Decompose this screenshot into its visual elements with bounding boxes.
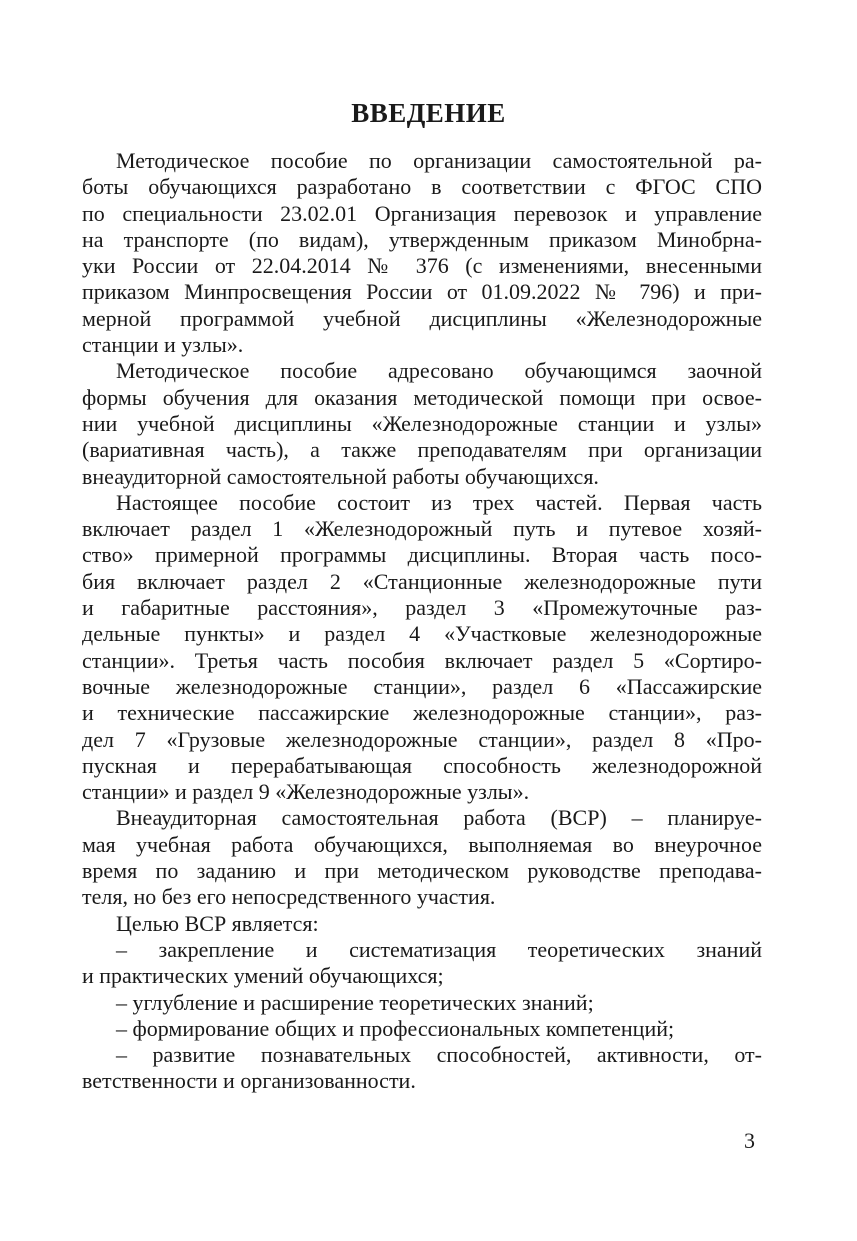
text-line: включает раздел 1 «Железнодорожный путь и путевое хозяй- <box>82 516 762 542</box>
text-line: Целью ВСР является: <box>116 910 319 936</box>
text-line: время по заданию и при методическом руководстве преподава- <box>82 858 762 884</box>
text-line: ветственности и организованности. <box>82 1068 416 1094</box>
text-line: – закрепление и систематизация теоретических знаний <box>116 936 762 962</box>
paragraph <box>82 1042 762 1095</box>
text-line: дел 7 «Грузовые железнодорожные станции», раздел 8 «Про- <box>82 726 762 752</box>
paragraph <box>82 358 762 489</box>
text-line: внеаудиторной самостоятельной работы обучающихся. <box>82 463 599 489</box>
text-line: уки России от 22.04.2014 № 376 (с изменениями, внесенными <box>82 253 762 279</box>
text-line: бия включает раздел 2 «Станционные железнодорожные пути <box>82 568 762 594</box>
text-line: формы обучения для оказания методической помощи при освое- <box>82 384 762 410</box>
text-line: ство» примерной программы дисциплины. Вторая часть посо- <box>82 542 762 568</box>
text-line: Настоящее пособие состоит из трех частей. Первая часть <box>116 489 762 515</box>
text-line: (вариативная часть), а также преподавателям при организации <box>82 437 762 463</box>
text-line: мая учебная работа обучающихся, выполняемая во внеурочное <box>82 831 762 857</box>
paragraph <box>82 937 762 990</box>
document-body <box>82 148 762 1095</box>
text-line: и практических умений обучающихся; <box>82 963 444 989</box>
paragraph <box>82 1016 762 1042</box>
text-line: боты обучающихся разработано в соответствии с ФГОС СПО <box>82 174 762 200</box>
text-line: Внеаудиторная самостоятельная работа (ВСР) – планируе- <box>116 805 762 831</box>
text-line: станции и узлы». <box>82 332 244 358</box>
text-line: вочные железнодорожные станции», раздел 6 «Пассажирские <box>82 673 762 699</box>
text-line: и технические пассажирские железнодорожные станции», раз- <box>82 700 762 726</box>
text-line: нии учебной дисциплины «Железнодорожные станции и узлы» <box>82 410 762 436</box>
paragraph <box>82 911 762 937</box>
paragraph <box>82 148 762 358</box>
paragraph <box>82 805 762 910</box>
text-line: теля, но без его непосредственного участия. <box>82 884 496 910</box>
paragraph <box>82 990 762 1016</box>
paragraph <box>82 490 762 806</box>
text-line: приказом Минпросвещения России от 01.09.2022 № 796) и при- <box>82 279 762 305</box>
text-line: – углубление и расширение теоретических знаний; <box>116 989 594 1015</box>
text-line: – развитие познавательных способностей, активности, от- <box>116 1042 762 1068</box>
text-line: дельные пункты» и раздел 4 «Участковые железнодорожные <box>82 621 762 647</box>
text-line: Методическое пособие адресовано обучающимся заочной <box>116 358 762 384</box>
page-number: 3 <box>744 1128 755 1153</box>
text-line: и габаритные расстояния», раздел 3 «Промежуточные раз- <box>82 595 762 621</box>
text-line: Методическое пособие по организации самостоятельной ра- <box>116 148 762 173</box>
text-line: пускная и перерабатывающая способность железнодорожной <box>82 752 762 778</box>
text-line: станции». Третья часть пособия включает раздел 5 «Сортиро- <box>82 647 762 673</box>
text-line: – формирование общих и профессиональных компетенций; <box>116 1015 675 1041</box>
text-line: на транспорте (по видам), утвержденным приказом Минобрна- <box>82 226 762 252</box>
page-title: ВВЕДЕНИЕ <box>351 98 506 128</box>
text-line: по специальности 23.02.01 Организация перевозок и управление <box>82 200 762 226</box>
text-line: станции» и раздел 9 «Железнодорожные узлы». <box>82 779 530 805</box>
text-line: мерной программой учебной дисциплины «Железнодорожные <box>82 305 762 331</box>
